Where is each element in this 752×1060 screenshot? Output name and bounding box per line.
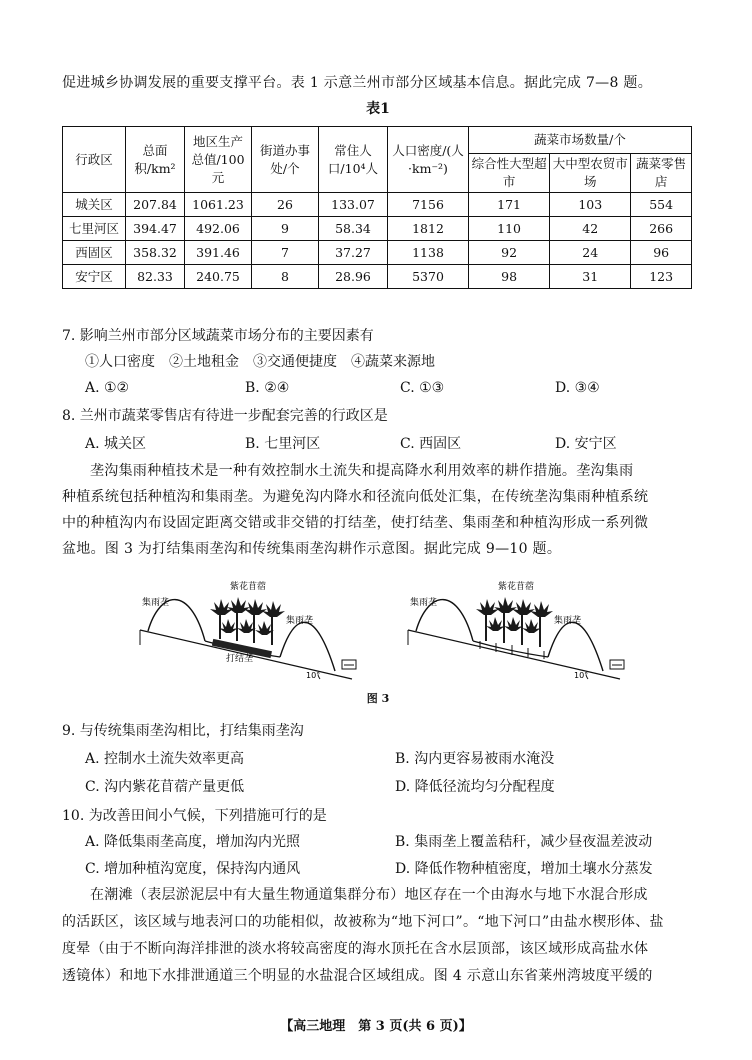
q9-option-b[interactable]: B. 沟内更容易被雨水淹没 [395, 751, 555, 767]
passage3-line: 在潮滩（表层淤泥层中有大量生物通道集群分布）地区存在一个由海水与地下水混合形成 [90, 887, 648, 903]
label-slope: 10° [306, 671, 321, 680]
q7-options [85, 377, 695, 399]
table-caption: 表1 [366, 101, 390, 117]
table-1 [62, 126, 692, 289]
table-row [63, 193, 692, 217]
cell-area: 394.47 [126, 217, 185, 241]
cell-farmers-market: 31 [550, 265, 631, 289]
cell-district: 西固区 [63, 241, 126, 265]
cell-density: 1138 [388, 241, 469, 265]
q7-stem: 7. 影响兰州市部分区域蔬菜市场分布的主要因素有 [62, 328, 374, 344]
label-ridge-left: 集雨垄 [410, 598, 438, 608]
cell-supermarket: 110 [469, 217, 550, 241]
alfalfa-plants [476, 597, 553, 647]
passage3-line: 的活跃区，该区域与地表河口的功能相似，故被称为“地下河口”。“地下河口”由盐水楔形体、盐 [62, 914, 664, 930]
cell-area: 358.32 [126, 241, 185, 265]
intro-line: 促进城乡协调发展的重要支撑平台。表 1 示意兰州市部分区域基本信息。据此完成 7—8 题。 [62, 75, 653, 91]
label-ridge-right: 集雨垄 [554, 616, 582, 626]
cell-farmers-market: 42 [550, 217, 631, 241]
table-row [63, 217, 692, 241]
q10-options-row-2 [85, 858, 695, 880]
cell-gdp: 391.46 [185, 241, 252, 265]
cell-district: 安宁区 [63, 265, 126, 289]
cell-gdp: 1061.23 [185, 193, 252, 217]
cell-gdp: 492.06 [185, 217, 252, 241]
cell-area: 82.33 [126, 265, 185, 289]
cell-retail-store: 96 [631, 241, 692, 265]
passage2-line: 中的种植沟内布设固定距离交错或非交错的打结垄，使打结垄、集雨垄和种植沟形成一系列微 [62, 515, 649, 531]
q8-option-d[interactable]: D. 安宁区 [555, 436, 617, 452]
table-row [63, 265, 692, 289]
passage2-line: 垄沟集雨种植技术是一种有效控制水土流失和提高降水利用效率的耕作措施。垄沟集雨 [90, 463, 634, 479]
label-ridge-left: 集雨垄 [142, 598, 170, 608]
passage3-line: 度晕（由于不断向海洋排泄的淡水将较高密度的海水顶托在含水层顶部，该区域形成高盐水体 [62, 941, 649, 957]
passage3-line: 透镜体）和地下水排泄通道三个明显的水盐混合区域组成。图 4 示意山东省莱州湾坡度平缓的 [62, 968, 653, 984]
cell-farmers-market: 24 [550, 241, 631, 265]
cell-density: 1812 [388, 217, 469, 241]
cell-farmers-market: 103 [550, 193, 631, 217]
cell-supermarket: 98 [469, 265, 550, 289]
cell-pop: 58.34 [319, 217, 388, 241]
q10-option-b[interactable]: B. 集雨垄上覆盖秸秆，减少昼夜温差波动 [395, 834, 653, 850]
q9-option-c[interactable]: C. 沟内紫花苜蓿产量更低 [85, 779, 245, 795]
header-gdp: 地区生产总值/100元 [185, 127, 252, 193]
cell-streets: 26 [252, 193, 319, 217]
q7-option-c[interactable]: C. ①③ [400, 380, 445, 396]
cell-gdp: 240.75 [185, 265, 252, 289]
header-density: 人口密度/(人·km⁻²) [388, 127, 469, 193]
cell-district: 七里河区 [63, 217, 126, 241]
q9-option-a[interactable]: A. 控制水土流失效率更高 [85, 751, 245, 767]
q8-option-b[interactable]: B. 七里河区 [245, 436, 321, 452]
cell-district: 城关区 [63, 193, 126, 217]
header-market-group: 蔬菜市场数量/个 [469, 127, 692, 154]
cell-area: 207.84 [126, 193, 185, 217]
header-retail-store: 蔬菜零售店 [631, 154, 692, 193]
label-crop: 紫花苜蓿 [230, 582, 267, 592]
label-knot-ridge: 打结垄 [226, 654, 254, 664]
header-streets: 街道办事处/个 [252, 127, 319, 193]
q10-stem: 10. 为改善田间小气候，下列措施可行的是 [62, 808, 327, 824]
cell-streets: 8 [252, 265, 319, 289]
header-pop: 常住人口/10⁴人 [319, 127, 388, 193]
cell-pop: 28.96 [319, 265, 388, 289]
cell-retail-store: 266 [631, 217, 692, 241]
figure-3-traditional-diagram [398, 575, 648, 685]
cell-retail-store: 123 [631, 265, 692, 289]
cell-pop: 37.27 [319, 241, 388, 265]
q10-option-c[interactable]: C. 增加种植沟宽度，保持沟内通风 [85, 861, 301, 877]
cell-pop: 133.07 [319, 193, 388, 217]
q7-option-d[interactable]: D. ③④ [555, 380, 600, 396]
label-ridge-right: 集雨垄 [286, 616, 314, 626]
q8-options [85, 433, 695, 455]
page-footer: 【高三地理 第 3 页(共 6 页)】 [280, 1019, 472, 1034]
q8-stem: 8. 兰州市蔬菜零售店有待进一步配套完善的行政区是 [62, 408, 388, 424]
cell-supermarket: 92 [469, 241, 550, 265]
q9-options-row-2 [85, 776, 695, 798]
q9-options-row-1 [85, 748, 695, 770]
alfalfa-plants [210, 597, 285, 645]
q9-option-d[interactable]: D. 降低径流均匀分配程度 [395, 779, 555, 795]
header-district: 行政区 [63, 127, 126, 193]
q7-items: ①人口密度 ②土地租金 ③交通便捷度 ④蔬菜来源地 [85, 354, 435, 370]
passage2-line: 盆地。图 3 为打结集雨垄沟和传统集雨垄沟耕作示意图。据此完成 9—10 题。 [62, 541, 562, 557]
header-area: 总面积/km² [126, 127, 185, 193]
q8-option-a[interactable]: A. 城关区 [85, 436, 147, 452]
cell-density: 5370 [388, 265, 469, 289]
header-supermarket: 综合性大型超市 [469, 154, 550, 193]
cell-supermarket: 171 [469, 193, 550, 217]
q10-option-a[interactable]: A. 降低集雨垄高度，增加沟内光照 [85, 834, 301, 850]
passage2-line: 种植系统包括种植沟和集雨垄。为避免沟内降水和径流向低处汇集，在传统垄沟集雨种植系统 [62, 489, 649, 505]
cell-streets: 9 [252, 217, 319, 241]
cell-density: 7156 [388, 193, 469, 217]
q7-option-b[interactable]: B. ②④ [245, 380, 290, 396]
label-slope: 10° [574, 671, 589, 680]
figure-3-caption: 图 3 [366, 692, 390, 705]
q8-option-c[interactable]: C. 西固区 [400, 436, 462, 452]
q10-option-d[interactable]: D. 降低作物种植密度，增加土壤水分蒸发 [395, 861, 653, 877]
table-row [63, 241, 692, 265]
figure-3-knotted-diagram [130, 575, 380, 685]
header-farmers-market: 大中型农贸市场 [550, 154, 631, 193]
q10-options-row-1 [85, 831, 695, 853]
q9-stem: 9. 与传统集雨垄沟相比，打结集雨垄沟 [62, 723, 304, 739]
label-crop: 紫花苜蓿 [498, 582, 535, 592]
cell-streets: 7 [252, 241, 319, 265]
q7-option-a[interactable]: A. ①② [85, 380, 130, 396]
cell-retail-store: 554 [631, 193, 692, 217]
